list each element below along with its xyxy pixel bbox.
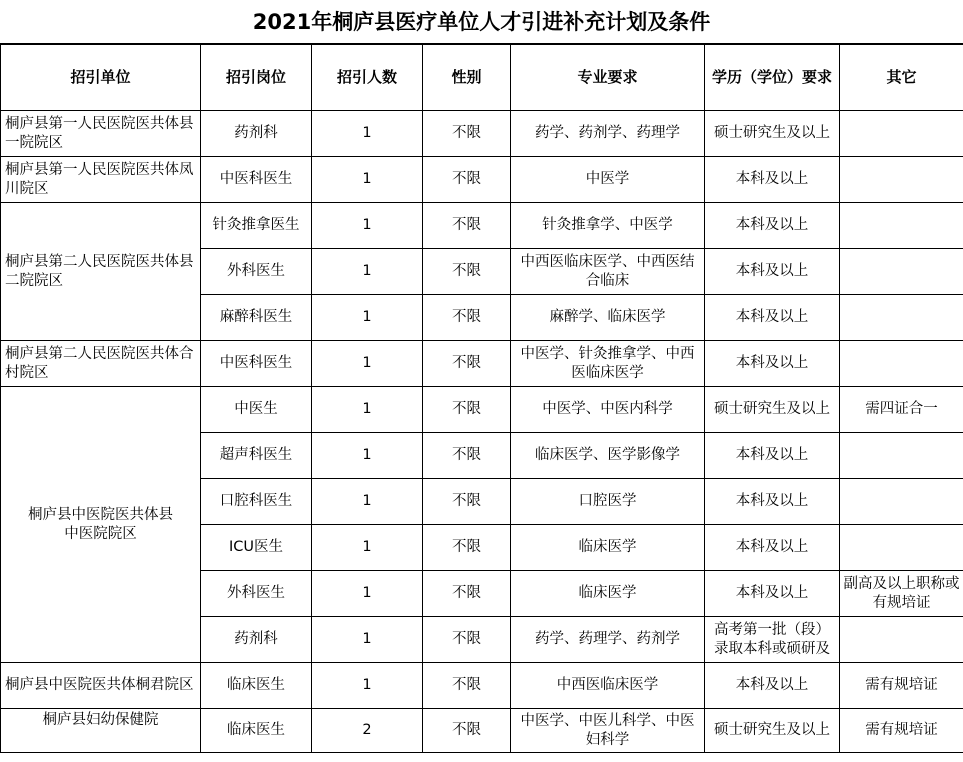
position-cell: 中医科医生 [201,341,312,387]
other-cell [840,249,963,295]
education-cell: 本科及以上 [705,479,840,525]
position-cell: ICU医生 [201,525,312,571]
major-cell: 口腔医学 [511,479,705,525]
major-cell: 中医学 [511,157,705,203]
table-row [1,663,963,709]
count-cell: 1 [312,111,423,157]
other-cell [840,525,963,571]
major-cell: 中医学、针灸推拿学、中西医临床医学 [511,341,705,387]
position-cell: 药剂科 [201,111,312,157]
gender-cell: 不限 [423,111,511,157]
major-cell: 中西医临床医学 [511,663,705,709]
header-row [1,45,963,111]
position-cell: 超声科医生 [201,433,312,479]
major-cell: 临床医学、医学影像学 [511,433,705,479]
position-cell: 中医科医生 [201,157,312,203]
count-cell: 1 [312,295,423,341]
other-cell: 需四证合一 [840,387,963,433]
major-cell: 中医学、中医内科学 [511,387,705,433]
header-count: 招引人数 [312,45,423,111]
gender-cell: 不限 [423,295,511,341]
education-cell: 本科及以上 [705,433,840,479]
other-cell [840,617,963,663]
count-cell: 1 [312,387,423,433]
table-row [1,157,963,203]
major-cell: 中医学、中医儿科学、中医妇科学 [511,709,705,753]
position-cell: 药剂科 [201,617,312,663]
major-cell: 麻醉学、临床医学 [511,295,705,341]
header-other: 其它 [840,45,963,111]
education-cell: 本科及以上 [705,341,840,387]
count-cell: 1 [312,525,423,571]
count-cell: 1 [312,571,423,617]
count-cell: 1 [312,433,423,479]
position-cell: 临床医生 [201,663,312,709]
unit-cell: 桐庐县第二人民医院医共体县二院院区 [1,203,201,341]
count-cell: 2 [312,709,423,753]
gender-cell: 不限 [423,157,511,203]
education-cell: 本科及以上 [705,157,840,203]
position-cell: 中医生 [201,387,312,433]
count-cell: 1 [312,617,423,663]
count-cell: 1 [312,157,423,203]
major-cell: 药学、药理学、药剂学 [511,617,705,663]
education-cell: 硕士研究生及以上 [705,709,840,753]
unit-cell: 桐庐县第二人民医院医共体合村院区 [1,341,201,387]
count-cell: 1 [312,249,423,295]
gender-cell: 不限 [423,709,511,753]
gender-cell: 不限 [423,479,511,525]
table-row [1,111,963,157]
header-major: 专业要求 [511,45,705,111]
table-row [1,709,963,753]
education-cell: 硕士研究生及以上 [705,387,840,433]
count-cell: 1 [312,341,423,387]
position-cell: 麻醉科医生 [201,295,312,341]
table-row [1,203,963,249]
other-cell [840,157,963,203]
header-gender: 性别 [423,45,511,111]
education-cell: 本科及以上 [705,295,840,341]
education-cell: 本科及以上 [705,571,840,617]
position-cell: 外科医生 [201,249,312,295]
education-cell: 硕士研究生及以上 [705,111,840,157]
unit-cell: 桐庐县中医院医共体县中医院院区 [1,387,201,663]
other-cell: 副高及以上职称或有规培证 [840,571,963,617]
position-cell: 针灸推拿医生 [201,203,312,249]
other-cell [840,203,963,249]
recruitment-table [0,44,963,753]
count-cell: 1 [312,663,423,709]
unit-cell: 桐庐县第一人民医院医共体凤川院区 [1,157,201,203]
gender-cell: 不限 [423,571,511,617]
unit-cell: 桐庐县中医院医共体桐君院区 [1,663,201,709]
position-cell: 口腔科医生 [201,479,312,525]
position-cell: 外科医生 [201,571,312,617]
other-cell [840,341,963,387]
other-cell [840,111,963,157]
other-cell: 需有规培证 [840,663,963,709]
unit-cell: 桐庐县第一人民医院医共体县一院院区 [1,111,201,157]
count-cell: 1 [312,203,423,249]
page-title: 2021年桐庐县医疗单位人才引进补充计划及条件 [0,0,963,44]
header-position: 招引岗位 [201,45,312,111]
major-cell: 临床医学 [511,525,705,571]
gender-cell: 不限 [423,203,511,249]
education-cell: 本科及以上 [705,525,840,571]
other-cell [840,295,963,341]
other-cell [840,433,963,479]
other-cell: 需有规培证 [840,709,963,753]
education-cell: 本科及以上 [705,663,840,709]
education-cell: 本科及以上 [705,203,840,249]
header-unit: 招引单位 [1,45,201,111]
gender-cell: 不限 [423,387,511,433]
table-row [1,387,963,433]
education-cell: 本科及以上 [705,249,840,295]
header-education: 学历（学位）要求 [705,45,840,111]
table-row [1,341,963,387]
position-cell: 临床医生 [201,709,312,753]
count-cell: 1 [312,479,423,525]
unit-cell: 桐庐县妇幼保健院 [1,709,201,753]
major-cell: 药学、药剂学、药理学 [511,111,705,157]
major-cell: 针灸推拿学、中医学 [511,203,705,249]
gender-cell: 不限 [423,341,511,387]
major-cell: 临床医学 [511,571,705,617]
education-cell: 高考第一批（段）录取本科或硕研及 [705,617,840,663]
gender-cell: 不限 [423,525,511,571]
gender-cell: 不限 [423,433,511,479]
gender-cell: 不限 [423,249,511,295]
major-cell: 中西医临床医学、中西医结合临床 [511,249,705,295]
gender-cell: 不限 [423,663,511,709]
gender-cell: 不限 [423,617,511,663]
other-cell [840,479,963,525]
